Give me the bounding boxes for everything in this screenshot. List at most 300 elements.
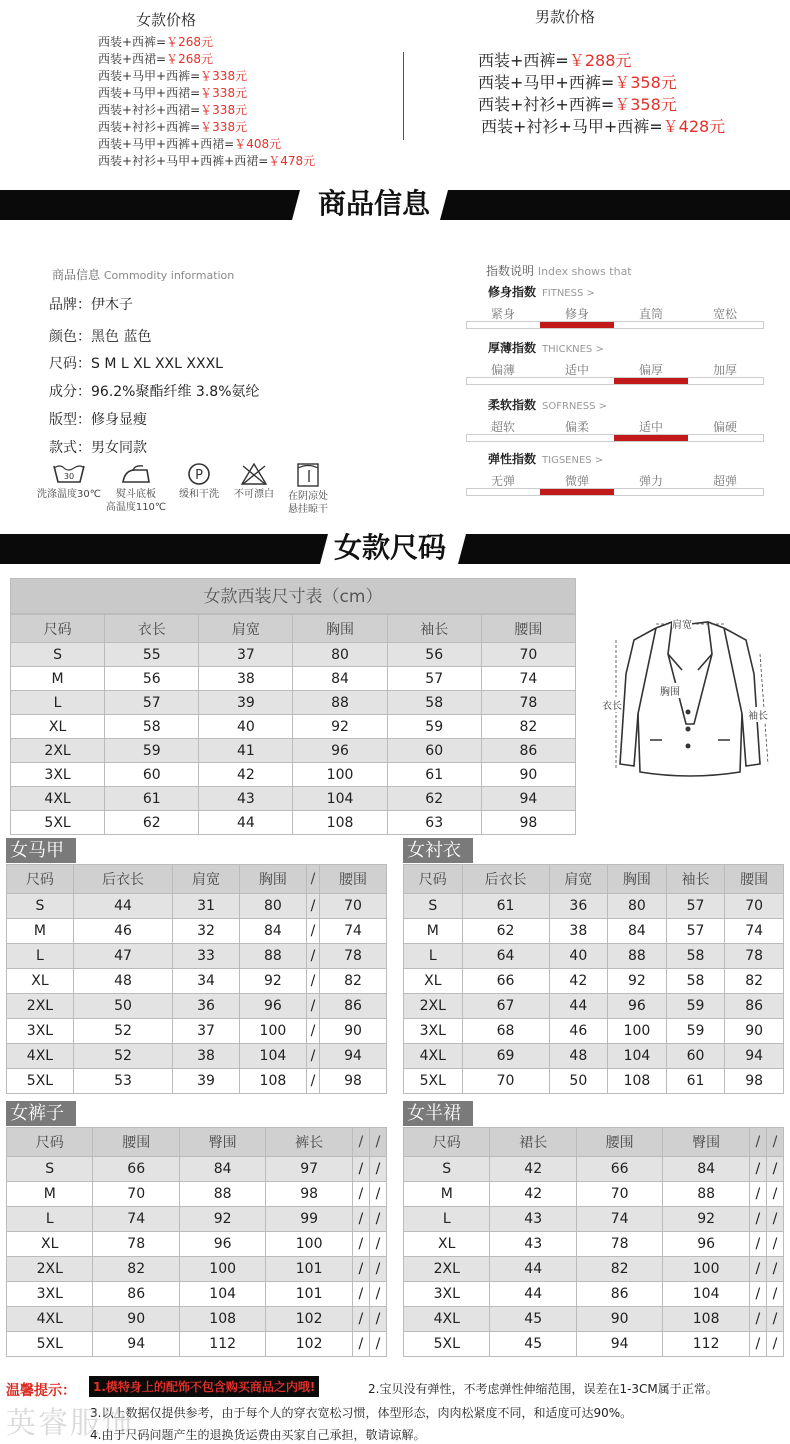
value-cell: / xyxy=(766,1282,783,1307)
value-cell: 58 xyxy=(387,691,481,715)
value-cell: 100 xyxy=(293,763,387,787)
size-cell: XL xyxy=(404,969,463,994)
value-cell: 48 xyxy=(73,969,172,994)
value-cell: 57 xyxy=(387,667,481,691)
table-row xyxy=(7,919,387,944)
size-cell: 3XL xyxy=(7,1282,93,1307)
value-cell: 96 xyxy=(293,739,387,763)
size-cell: 4XL xyxy=(404,1044,463,1069)
table-row xyxy=(7,1332,387,1357)
size-cell: 4XL xyxy=(11,787,105,811)
size-cell: 2XL xyxy=(11,739,105,763)
value-cell: 74 xyxy=(93,1207,179,1232)
table-row xyxy=(7,894,387,919)
table-row xyxy=(7,969,387,994)
value-cell: / xyxy=(306,1069,319,1094)
value-cell: 92 xyxy=(293,715,387,739)
pants-table-tag: 女裤子 xyxy=(6,1101,76,1126)
men-price-item xyxy=(478,50,725,72)
value-cell: 57 xyxy=(666,894,725,919)
column-header: 裙长 xyxy=(490,1128,576,1157)
table-row xyxy=(7,1282,387,1307)
pants-size-table xyxy=(6,1127,387,1357)
value-cell: 62 xyxy=(387,787,481,811)
size-cell: 3XL xyxy=(404,1282,490,1307)
diagram-shoulder-label: 肩宽 xyxy=(672,616,692,631)
size-cell: L xyxy=(404,1207,490,1232)
table-row xyxy=(7,1182,387,1207)
table-row xyxy=(404,1157,784,1182)
value-cell: 98 xyxy=(725,1069,784,1094)
column-header: 肩宽 xyxy=(173,865,240,894)
size-cell: L xyxy=(7,944,74,969)
table-header-row xyxy=(404,1128,784,1157)
table-row xyxy=(7,1257,387,1282)
women-price-title: 女款价格 xyxy=(136,11,197,29)
scale-level: 适中 xyxy=(638,420,663,434)
scale-track xyxy=(466,321,764,329)
price-item-name: 西装+衬衫+西裙= xyxy=(98,103,201,117)
value-cell: 78 xyxy=(320,944,387,969)
size-cell: M xyxy=(7,1182,93,1207)
value-cell: / xyxy=(306,944,319,969)
shirt-size-table xyxy=(403,864,784,1094)
table-row xyxy=(11,811,576,835)
value-cell: 100 xyxy=(239,1019,306,1044)
care-iron xyxy=(104,462,168,514)
value-cell: 44 xyxy=(490,1282,576,1307)
size-cell: 4XL xyxy=(404,1307,490,1332)
value-cell: 94 xyxy=(320,1044,387,1069)
size-cell: XL xyxy=(7,1232,93,1257)
value-cell: 57 xyxy=(666,919,725,944)
product-info-banner xyxy=(0,184,790,224)
table-header-row xyxy=(404,865,784,894)
table-row xyxy=(404,894,784,919)
value-cell: 92 xyxy=(608,969,667,994)
value-cell: 46 xyxy=(549,1019,608,1044)
index-scale xyxy=(466,450,764,502)
value-cell: 59 xyxy=(666,1019,725,1044)
value-cell: 100 xyxy=(608,1019,667,1044)
value-cell: 44 xyxy=(490,1257,576,1282)
index-heading-cn: 指数说明 xyxy=(486,264,535,278)
value-cell: 82 xyxy=(93,1257,179,1282)
value-cell: 41 xyxy=(199,739,293,763)
value-cell: 74 xyxy=(320,919,387,944)
size-cell: S xyxy=(7,1157,93,1182)
commodity-info-heading-en: Commodity information xyxy=(103,269,235,282)
value-cell: / xyxy=(749,1182,766,1207)
value-cell: 42 xyxy=(549,969,608,994)
value-cell: 42 xyxy=(490,1182,576,1207)
value-cell: 55 xyxy=(105,643,199,667)
size-cell: 4XL xyxy=(7,1307,93,1332)
women-price-item xyxy=(98,136,315,153)
price-item-name: 西装+西裤= xyxy=(98,35,167,49)
suit-table-title: 女款西装尺寸表（cm） xyxy=(10,578,576,614)
value-cell: 67 xyxy=(462,994,549,1019)
value-cell: 86 xyxy=(481,739,575,763)
column-header: 肩宽 xyxy=(199,615,293,643)
column-header: / xyxy=(352,1128,369,1157)
dry-clean-icon xyxy=(185,462,213,486)
value-cell: 68 xyxy=(462,1019,549,1044)
scale-fill xyxy=(540,489,614,495)
women-price-item xyxy=(98,102,315,119)
value-cell: 78 xyxy=(576,1232,662,1257)
value-cell: 66 xyxy=(93,1157,179,1182)
value-cell: / xyxy=(352,1182,369,1207)
value-cell: 60 xyxy=(387,739,481,763)
value-cell: 44 xyxy=(549,994,608,1019)
value-cell: 96 xyxy=(179,1232,265,1257)
table-row xyxy=(404,1182,784,1207)
value-cell: 84 xyxy=(179,1157,265,1182)
column-header: 腰围 xyxy=(576,1128,662,1157)
wash-30-icon xyxy=(52,462,86,486)
size-cell: XL xyxy=(7,969,74,994)
size-cell: L xyxy=(11,691,105,715)
scale-name xyxy=(488,396,607,413)
value-cell: / xyxy=(352,1332,369,1357)
value-cell: / xyxy=(352,1307,369,1332)
value-cell: 44 xyxy=(73,894,172,919)
value-cell: 80 xyxy=(293,643,387,667)
value-cell: / xyxy=(352,1257,369,1282)
size-cell: S xyxy=(11,643,105,667)
scale-name-en: TIGSENES > xyxy=(542,455,604,466)
value-cell: 104 xyxy=(663,1282,749,1307)
value-cell: 96 xyxy=(239,994,306,1019)
table-row xyxy=(7,1307,387,1332)
price-item-name: 西装+衬衫+西裤= xyxy=(98,120,201,134)
size-cell: XL xyxy=(404,1232,490,1257)
size-cell: 2XL xyxy=(404,994,463,1019)
column-header: 胸围 xyxy=(293,615,387,643)
price-value: ￥358元 xyxy=(614,95,677,114)
commodity-info-row: 颜色：黑色 蓝色 xyxy=(49,329,152,345)
size-cell: 3XL xyxy=(404,1019,463,1044)
index-scale xyxy=(466,283,764,335)
table-row xyxy=(7,1232,387,1257)
value-cell: 104 xyxy=(293,787,387,811)
value-cell: / xyxy=(749,1257,766,1282)
value-cell: 92 xyxy=(663,1207,749,1232)
table-row xyxy=(404,919,784,944)
care-hang-dry-label-2: 悬挂晾干 xyxy=(288,504,328,515)
banner-bar-left xyxy=(0,190,300,220)
tips-line-2: 2.宝贝没有弹性，不考虑弹性伸缩范围，误差在1-3CM属于正常。 xyxy=(368,1382,718,1396)
value-cell: 112 xyxy=(663,1332,749,1357)
hang-dry-icon xyxy=(295,462,321,488)
value-cell: 42 xyxy=(199,763,293,787)
men-price-item xyxy=(481,116,725,138)
value-cell: 38 xyxy=(549,919,608,944)
table-row xyxy=(404,1069,784,1094)
value-cell: 70 xyxy=(320,894,387,919)
value-cell: 62 xyxy=(105,811,199,835)
column-header: 裤长 xyxy=(266,1128,352,1157)
value-cell: 104 xyxy=(179,1282,265,1307)
table-row xyxy=(7,1044,387,1069)
value-cell: 92 xyxy=(179,1207,265,1232)
value-cell: 78 xyxy=(93,1232,179,1257)
value-cell: 37 xyxy=(173,1019,240,1044)
value-cell: 47 xyxy=(73,944,172,969)
men-price-item xyxy=(478,72,725,94)
price-section xyxy=(0,0,790,180)
value-cell: 70 xyxy=(481,643,575,667)
scale-fill xyxy=(614,378,688,384)
price-item-name: 西装+马甲+西裤= xyxy=(478,73,615,92)
index-heading xyxy=(486,262,632,279)
value-cell: 64 xyxy=(462,944,549,969)
value-cell: / xyxy=(352,1207,369,1232)
scale-level: 超弹 xyxy=(712,474,737,488)
value-cell: 100 xyxy=(179,1257,265,1282)
value-cell: / xyxy=(369,1257,386,1282)
value-cell: 34 xyxy=(173,969,240,994)
price-value: ￥288元 xyxy=(568,51,632,70)
value-cell: 59 xyxy=(666,994,725,1019)
commodity-info-row: 成分：96.2%聚酯纤维 3.8%氨纶 xyxy=(49,384,260,400)
scale-level: 适中 xyxy=(564,363,589,377)
table-row xyxy=(404,1019,784,1044)
value-cell: 88 xyxy=(293,691,387,715)
price-item-name: 西装+衬衫+马甲+西裤= xyxy=(481,117,663,136)
value-cell: 98 xyxy=(266,1182,352,1207)
value-cell: / xyxy=(749,1232,766,1257)
table-row xyxy=(404,1257,784,1282)
scale-fill xyxy=(540,322,614,328)
value-cell: 70 xyxy=(576,1182,662,1207)
column-header: 腰围 xyxy=(320,865,387,894)
scale-level: 紧身 xyxy=(490,307,515,321)
value-cell: 96 xyxy=(663,1232,749,1257)
women-price-item xyxy=(98,68,315,85)
price-value: ￥338元 xyxy=(200,86,248,100)
index-heading-en: Index shows that xyxy=(537,265,632,278)
value-cell: 59 xyxy=(387,715,481,739)
women-price-item xyxy=(98,153,315,170)
value-cell: / xyxy=(306,994,319,1019)
table-row xyxy=(11,787,576,811)
scale-fill xyxy=(614,435,688,441)
value-cell: 36 xyxy=(549,894,608,919)
value-cell: 108 xyxy=(179,1307,265,1332)
value-cell: 108 xyxy=(293,811,387,835)
price-item-name: 西装+马甲+西裤= xyxy=(98,69,201,83)
men-price-title: 男款价格 xyxy=(535,8,596,26)
value-cell: 84 xyxy=(608,919,667,944)
column-header: 尺码 xyxy=(404,1128,490,1157)
scale-level: 修身 xyxy=(564,307,589,321)
column-header: 后衣长 xyxy=(462,865,549,894)
banner-bar-right xyxy=(440,190,790,220)
scale-name xyxy=(488,450,603,467)
value-cell: 61 xyxy=(105,787,199,811)
table-row xyxy=(11,763,576,787)
value-cell: 80 xyxy=(608,894,667,919)
size-cell: M xyxy=(7,919,74,944)
men-price-list xyxy=(478,50,725,138)
care-iron-label-1: 熨斗底板 xyxy=(116,489,156,500)
table-row xyxy=(404,1207,784,1232)
table-row xyxy=(404,1232,784,1257)
value-cell: 38 xyxy=(173,1044,240,1069)
value-cell: 58 xyxy=(666,969,725,994)
table-row xyxy=(7,944,387,969)
women-price-item xyxy=(98,119,315,136)
value-cell: / xyxy=(369,1282,386,1307)
price-divider xyxy=(403,52,404,140)
value-cell: / xyxy=(369,1182,386,1207)
value-cell: 98 xyxy=(320,1069,387,1094)
value-cell: 92 xyxy=(239,969,306,994)
value-cell: 88 xyxy=(179,1182,265,1207)
price-value: ￥268元 xyxy=(166,35,214,49)
value-cell: 61 xyxy=(666,1069,725,1094)
value-cell: / xyxy=(369,1332,386,1357)
scale-level: 弹力 xyxy=(638,474,663,488)
vest-table-tag: 女马甲 xyxy=(6,838,76,863)
index-scale xyxy=(466,396,764,448)
value-cell: 36 xyxy=(173,994,240,1019)
table-row xyxy=(7,1069,387,1094)
value-cell: 63 xyxy=(387,811,481,835)
vest-size-table xyxy=(6,864,387,1094)
size-cell: L xyxy=(7,1207,93,1232)
value-cell: 66 xyxy=(462,969,549,994)
scale-level: 直筒 xyxy=(638,307,663,321)
value-cell: 53 xyxy=(73,1069,172,1094)
skirt-size-table xyxy=(403,1127,784,1357)
value-cell: 45 xyxy=(490,1332,576,1357)
size-cell: 2XL xyxy=(7,994,74,1019)
value-cell: 88 xyxy=(239,944,306,969)
banner-bar-right xyxy=(458,534,790,564)
table-row xyxy=(404,1044,784,1069)
value-cell: / xyxy=(306,894,319,919)
value-cell: 97 xyxy=(266,1157,352,1182)
value-cell: 70 xyxy=(725,894,784,919)
scale-level: 偏薄 xyxy=(490,363,515,377)
size-cell: 3XL xyxy=(11,763,105,787)
value-cell: 90 xyxy=(725,1019,784,1044)
value-cell: 82 xyxy=(725,969,784,994)
size-cell: 2XL xyxy=(404,1257,490,1282)
svg-text:P: P xyxy=(195,468,203,483)
size-cell: L xyxy=(404,944,463,969)
value-cell: 90 xyxy=(93,1307,179,1332)
tips-line-3: 3.以上数据仅提供参考，由于每个人的穿衣宽松习惯，体型形态，肉肉松紧度不同，和适度可达90%。 xyxy=(90,1406,633,1420)
size-cell: 4XL xyxy=(7,1044,74,1069)
value-cell: 82 xyxy=(481,715,575,739)
value-cell: 61 xyxy=(462,894,549,919)
women-price-item xyxy=(98,85,315,102)
value-cell: 43 xyxy=(490,1207,576,1232)
care-no-bleach xyxy=(226,462,282,501)
commodity-info-heading-cn: 商品信息 xyxy=(52,268,101,282)
value-cell: 62 xyxy=(462,919,549,944)
value-cell: 98 xyxy=(481,811,575,835)
value-cell: / xyxy=(766,1157,783,1182)
value-cell: 90 xyxy=(481,763,575,787)
scale-name-cn: 厚薄指数 xyxy=(488,341,537,355)
value-cell: 90 xyxy=(320,1019,387,1044)
column-header: 胸围 xyxy=(239,865,306,894)
value-cell: / xyxy=(306,919,319,944)
price-value: ￥268元 xyxy=(166,52,214,66)
value-cell: 38 xyxy=(199,667,293,691)
commodity-info-row: 品牌：伊木子 xyxy=(49,297,133,313)
column-header: 腰围 xyxy=(725,865,784,894)
scale-name-en: SOFRNESS > xyxy=(542,401,607,412)
banner-title: 女款尺码 xyxy=(334,531,447,564)
column-header: 腰围 xyxy=(481,615,575,643)
price-item-name: 西装+马甲+西裙= xyxy=(98,86,201,100)
value-cell: 96 xyxy=(608,994,667,1019)
table-row xyxy=(7,1019,387,1044)
scale-level: 偏厚 xyxy=(638,363,663,377)
value-cell: 37 xyxy=(199,643,293,667)
care-dry-clean-label: 缓和干洗 xyxy=(179,489,219,500)
value-cell: / xyxy=(369,1232,386,1257)
iron-icon xyxy=(119,462,153,486)
value-cell: 108 xyxy=(608,1069,667,1094)
table-row xyxy=(404,994,784,1019)
column-header: / xyxy=(766,1128,783,1157)
size-cell: 3XL xyxy=(7,1019,74,1044)
value-cell: / xyxy=(766,1257,783,1282)
women-price-list xyxy=(98,34,315,170)
column-header: / xyxy=(749,1128,766,1157)
diagram-chest-label: 胸围 xyxy=(660,683,680,698)
tips-line-4: 4.由于尺码问题产生的退换货运费由买家自己承担，敬请谅解。 xyxy=(90,1428,426,1442)
value-cell: 78 xyxy=(481,691,575,715)
table-row xyxy=(404,944,784,969)
value-cell: 84 xyxy=(663,1157,749,1182)
price-item-name: 西装+衬衫+马甲+西裤+西裙= xyxy=(98,154,269,168)
value-cell: / xyxy=(306,1019,319,1044)
column-header: 腰围 xyxy=(93,1128,179,1157)
value-cell: / xyxy=(766,1232,783,1257)
value-cell: 44 xyxy=(199,811,293,835)
commodity-info-row: 款式：男女同款 xyxy=(49,440,147,456)
column-header: 尺码 xyxy=(404,865,463,894)
value-cell: 33 xyxy=(173,944,240,969)
value-cell: / xyxy=(369,1157,386,1182)
diagram-sleeve-label: 袖长 xyxy=(748,707,768,722)
value-cell: 66 xyxy=(576,1157,662,1182)
shirt-table-tag: 女衬衣 xyxy=(403,838,473,863)
column-header: 袖长 xyxy=(666,865,725,894)
value-cell: / xyxy=(766,1307,783,1332)
value-cell: 60 xyxy=(666,1044,725,1069)
scale-level: 无弹 xyxy=(490,474,515,488)
table-row xyxy=(11,667,576,691)
value-cell: 56 xyxy=(105,667,199,691)
value-cell: 112 xyxy=(179,1332,265,1357)
care-wash xyxy=(34,462,104,501)
scale-name-cn: 柔软指数 xyxy=(488,398,537,412)
care-wash-label: 洗涤温度30℃ xyxy=(37,489,101,500)
value-cell: 108 xyxy=(239,1069,306,1094)
watermark: 英睿服饰 xyxy=(6,1406,134,1441)
value-cell: / xyxy=(306,1044,319,1069)
value-cell: 39 xyxy=(173,1069,240,1094)
